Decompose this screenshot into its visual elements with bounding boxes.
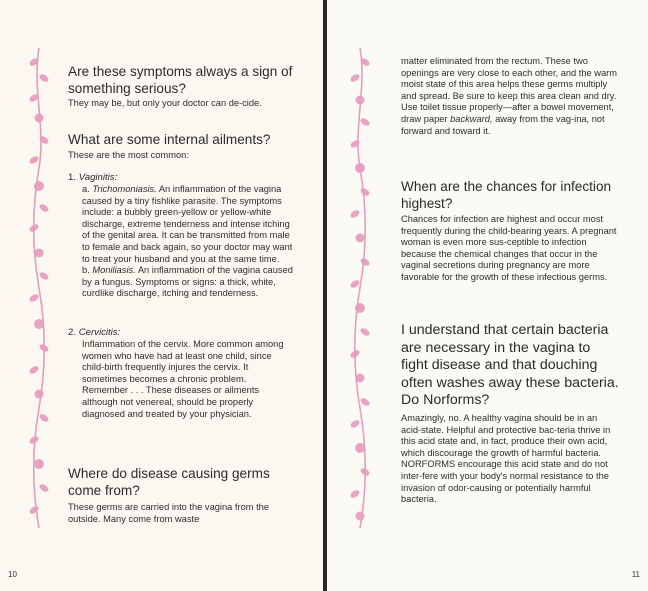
germs-continuation	[401, 56, 619, 137]
trichomoniasis-text: An inflammation of the vagina caused by a tiny fishlike parasite. The symptoms include: a bubbly green-yellow or yellow-white discharge, extreme tenderness and intense itching of the genital area. It can be transmitted from male to female and back again, so your doctor may want to treat your husband and you at the same time.	[82, 184, 293, 264]
cervicitis-text: Inflammation of the cervix. More common among women who have had at least one child, since child-birth frequently injures the cervix. It sometimes becomes a chronic problem.	[82, 339, 284, 384]
answer-infection: Chances for infection are highest and occur most frequently during the child-bearing years. A pregnant woman is even more sus-ceptible to infection because the chemical changes that occur in the vaginal secretions during pregnancy are more favorable for the growth of these infectious germs.	[401, 214, 617, 282]
trichomoniasis-paragraph	[68, 184, 294, 265]
item-number: 2.	[68, 327, 77, 338]
remember-note: Remember . . . These diseases or ailments although not venereal, should be properly diagnosed and treated by your physician.	[82, 385, 260, 419]
question-infection-heading: When are the chances for infection highest?	[401, 179, 612, 211]
term-trichomoniasis: Trichomoniasis.	[92, 184, 157, 194]
page-number-left: 10	[8, 570, 17, 579]
question-symptoms-heading: Are these symptoms always a sign of something serious?	[68, 64, 293, 96]
item-title: Cervicitis:	[78, 327, 121, 338]
ailment-item-vaginitis	[68, 172, 294, 300]
answer-symptoms: They may be, but only your doctor can de-cide.	[68, 98, 262, 108]
left-page	[0, 0, 323, 591]
moniliasis-text: An inflammation of the vagina caused by a fungus. Symptoms or signs: a thick, white, curdlike discharge, itching and tenderness.	[82, 265, 293, 299]
continuation-text-end: away from the vag-ina, not forward and toward it.	[401, 113, 605, 136]
continuation-text: matter eliminated from the rectum. These two openings are very close to each other, and the warm moist state of this area helps these germs multiply and spread. Be sure to keep this area clean and dry. Use toilet tissue properly—after a bowel movement, draw paper	[401, 56, 618, 124]
subitem-label: b.	[82, 265, 90, 276]
subitem-label: a.	[82, 184, 90, 194]
right-page	[327, 0, 648, 591]
question-bacteria-heading: I understand that certain bacteria are necessary in the vagina to fight disease and that douching often washes away these bacteria. Do Norforms?	[401, 322, 619, 409]
answer-bacteria: Amazingly, no. A healthy vagina should be in an acid-state. Helpful and protective bac-teria thrive in this acid state and, in fact, produce their own acid, which discourage the growth of harmful bacteria. NORFORMS encourage this acid state and do not inter-fere with your body's normal resistance to the invasion of odor-causing or potentially harmful bacteria.	[401, 413, 611, 505]
answer-germs: These germs are carried into the vagina from the outside. Many come from waste	[68, 502, 270, 524]
moniliasis-paragraph	[68, 265, 294, 300]
emphasis-backward: backward,	[450, 113, 493, 124]
floral-vine-left-icon	[28, 48, 50, 528]
ailments-intro: These are the most common:	[68, 150, 189, 160]
page-number-right: 11	[631, 570, 640, 579]
question-germs-heading: Where do disease causing germs come from?	[68, 466, 270, 498]
floral-vine-right-icon	[349, 48, 371, 528]
item-number: 1.	[68, 172, 77, 183]
term-moniliasis: Moniliasis.	[92, 265, 136, 276]
ailment-item-cervicitis	[68, 327, 294, 420]
item-title: Vaginitis:	[78, 172, 118, 183]
question-internal-ailments-heading: What are some internal ailments?	[68, 132, 271, 147]
